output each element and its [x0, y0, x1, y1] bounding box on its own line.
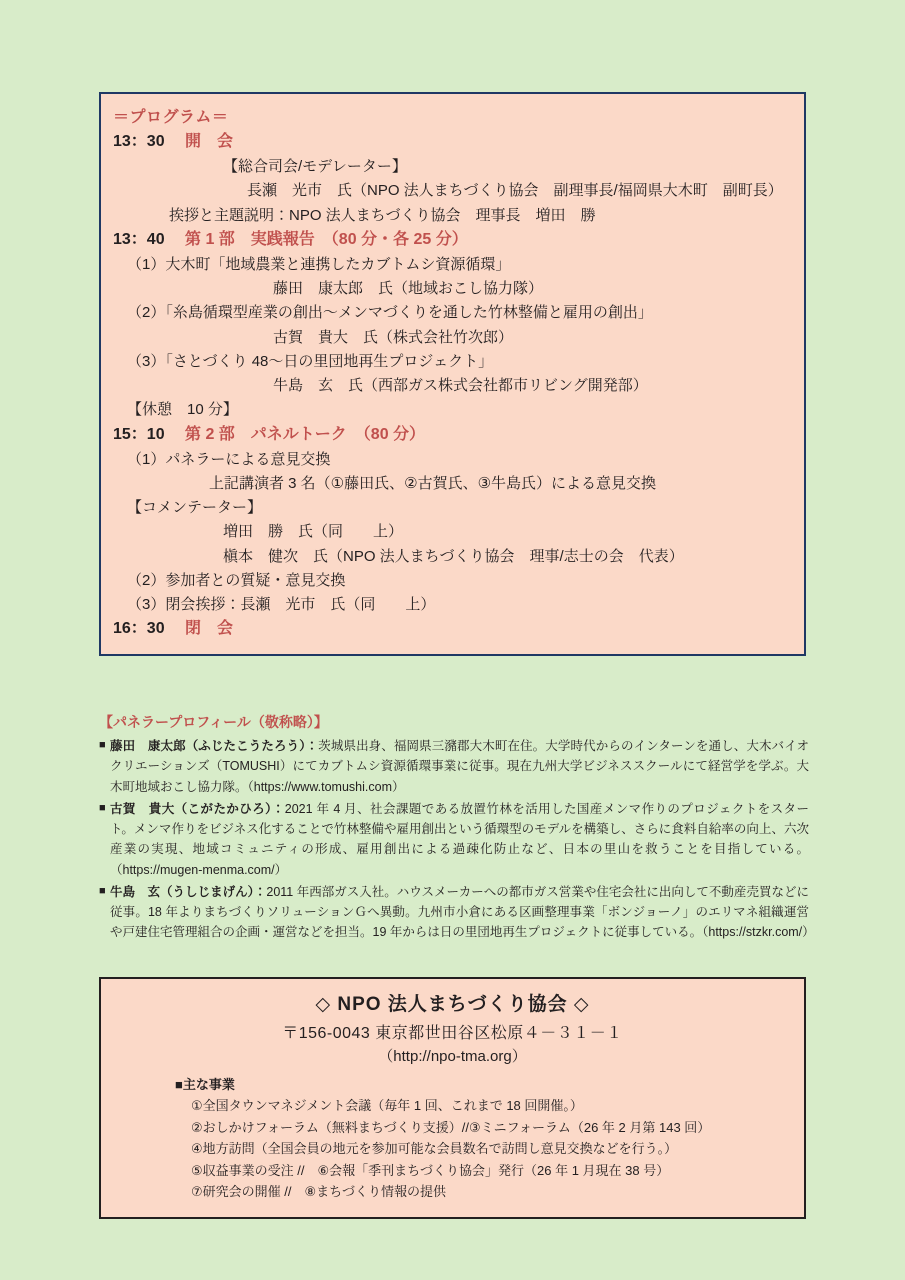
bullet-square-icon: ■ [99, 801, 106, 814]
program-part1-item2: （2）「糸島循環型産業の創出～メンマづくりを通した竹林整備と雇用の創出」 [127, 304, 653, 322]
program-commentator-1: 増田 勝 氏（同 上） [223, 523, 404, 541]
profile-text: 茨城県出身、福岡県三瀦郡大木町在住。大学時代からのインターンを通し、大木バイオクリエーションズ（TOMUSHI）にてカブトムシ資源循環事業に従事。現在九州大学ビジネススクールにて経営学を学ぶ。大木町地域おこし協力隊。（https://www.tomushi.com） [110, 739, 809, 794]
program-commentator-2: 槇本 健次 氏（NPO 法人まちづくり協会 理事/志士の会 代表） [223, 547, 684, 565]
npo-business-line: ⑤収益事業の受注 // ⑥会報「季刊まちづくり協会」発行（26 年 1 月現在 38 号） [191, 1162, 670, 1178]
profile-name: 藤田 康太郎（ふじたこうたろう）： [110, 739, 319, 753]
program-mc-label: 【総合司会/モデレーター】 [223, 158, 407, 175]
program-box [99, 92, 806, 656]
profile-entry [99, 882, 815, 943]
program-row-part2 [113, 423, 792, 447]
npo-business-line: ④地方訪問（全国会員の地元を参加可能な会員数名で訪問し意見交換などを行う。） [191, 1141, 678, 1157]
bullet-square-icon: ■ [99, 739, 106, 751]
profile-entry [99, 736, 809, 797]
program-label-close: 閉 会 [185, 620, 234, 638]
program-time-close: 16：30 [113, 620, 165, 638]
program-part2-item1: （1）パネラーによる意見交換 [127, 450, 331, 468]
program-greeting: 挨拶と主題説明：NPO 法人まちづくり協会 理事長 増田 勝 [169, 206, 596, 224]
program-time-part2: 15：10 [113, 425, 165, 443]
program-row-part1 [113, 228, 792, 252]
program-row-open [113, 130, 792, 154]
npo-business-line: ①全国タウンマネジメント会議（毎年 1 回、これまで 18 回開催。） [191, 1098, 583, 1113]
profile-name: 古賀 貴大（こがたかひろ）： [110, 801, 285, 816]
program-part1-item3-speaker: 牛島 玄 氏（西部ガス株式会社都市リビング開発部） [273, 377, 648, 394]
program-mc-person: 長瀬 光市 氏（NPO 法人まちづくり協会 副理事長/福岡県大木町 副町長） [247, 182, 783, 200]
profile-name: 牛島 玄（うしじまげん）： [110, 884, 267, 899]
program-break: 【休憩 10 分】 [127, 401, 238, 419]
program-part2-item1-detail: 上記講演者 3 名（①藤田氏、②古賀氏、③牛島氏）による意見交換 [209, 474, 657, 492]
program-part2-item3: （3）閉会挨拶：長瀬 光市 氏（同 上） [127, 596, 436, 613]
panelist-profiles [99, 712, 815, 945]
program-time-part1: 13：40 [113, 230, 165, 248]
program-commentator-label: 【コメンテーター】 [127, 499, 263, 516]
program-title: ＝プログラム＝ [113, 109, 229, 126]
program-part1-item1-speaker: 藤田 康太郎 氏（地域おこし協力隊） [273, 280, 544, 297]
program-part2-item2: （2）参加者との質疑・意見交換 [127, 571, 346, 589]
profile-entry [99, 799, 809, 880]
program-row-close [113, 617, 792, 641]
npo-business-label: ■主な事業 [175, 1077, 235, 1092]
program-label-part2: 第 2 部 パネルトーク （80 分） [185, 425, 426, 443]
bullet-square-icon: ■ [99, 884, 106, 897]
profile-text: 2011 年西部ガス入社。ハウスメーカーへの都市ガス営業や住宅会社に出向して不動産売買などに従事。18 年よりまちづくりソリューションＧへ異動。九州市小倉にある区画整理事業「ボンジョーノ」のエリマネ組織運営や戸建住宅管理組合の企画・運営などを担当。19 年からは日の里団地再生プロジェクトに従事している。（https://stzkr.com/） [110, 884, 815, 940]
npo-url: （http://npo-tma.org） [378, 1048, 527, 1065]
profile-text: 2021 年 4 月、社会課題である放置竹林を活用した国産メンマ作りのプロジェクトをスタート。メンマ作りをビジネス化することで竹林整備や雇用創出という循環型のモデルを構築し、さらに食料自給率の向上、六次産業の実現、地域コミュニティの形成、雇用創出による過疎化防止など、日本の里山を救うことを目指している。（https://mugen-menma.com/） [110, 801, 809, 877]
program-time-open: 13：30 [113, 133, 165, 150]
npo-info-box [99, 977, 806, 1219]
npo-title: ◇ NPO 法人まちづくり協会 ◇ [315, 994, 590, 1015]
program-part1-item2-speaker: 古賀 貴大 氏（株式会社竹次郎） [273, 328, 514, 346]
npo-business-line: ⑦研究会の開催 // ⑧まちづくり情報の提供 [191, 1184, 447, 1200]
profiles-title: 【パネラープロフィール（敬称略）】 [99, 714, 328, 730]
program-part1-item1: （1）大木町「地域農業と連携したカブトムシ資源循環」 [127, 255, 511, 273]
program-label-part1: 第 1 部 実践報告 （80 分・各 25 分） [185, 230, 468, 248]
program-part1-item3: （3）「さとづくり 48～日の里団地再生プロジェクト」 [127, 352, 494, 370]
npo-address: 〒156-0043 東京都世田谷区松原４－３１－１ [282, 1025, 623, 1042]
program-label-open: 開 会 [185, 133, 234, 150]
npo-business-line: ②おしかけフォーラム（無料まちづくり支援）//③ミニフォーラム（26 年 2 月第 143 回） [191, 1119, 711, 1135]
